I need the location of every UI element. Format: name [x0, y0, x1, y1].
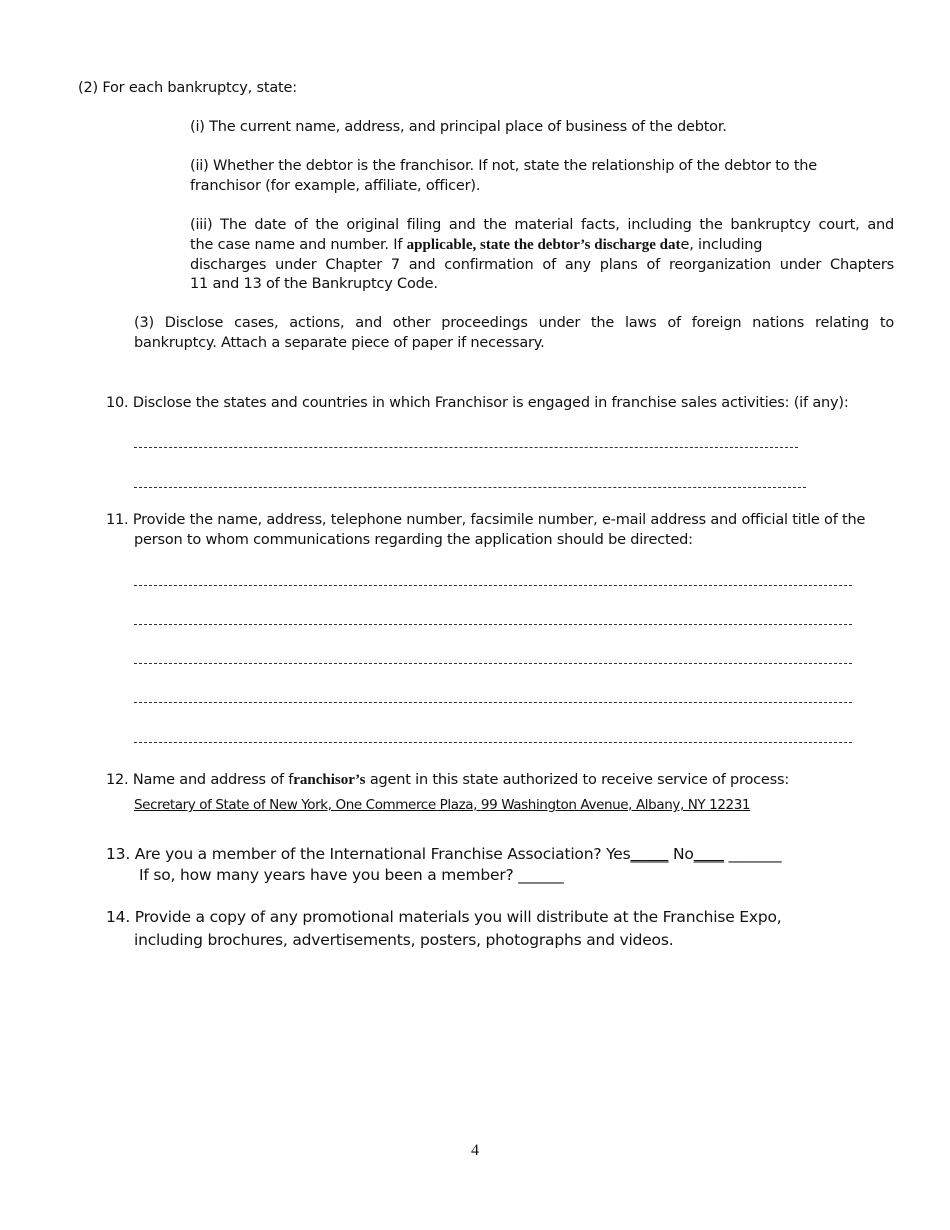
bankruptcy-item-iii-line2: the case name and number. If applicable, state the debtor’s discharge date, including: [190, 237, 763, 253]
q11-answer-line-1[interactable]: [134, 585, 852, 586]
bankruptcy-item-3-line2: bankruptcy. Attach a separate piece of paper if necessary.: [134, 335, 545, 351]
q11-answer-line-3[interactable]: [134, 663, 852, 664]
q10-answer-line-2[interactable]: [134, 487, 806, 488]
question-14-line2: including brochures, advertisements, posters, photographs and videos.: [134, 931, 674, 949]
q11-answer-line-4[interactable]: [134, 702, 852, 703]
bankruptcy-item-ii-line2: franchisor (for example, affiliate, officer).: [190, 178, 481, 194]
bankruptcy-heading: (2) For each bankruptcy, state:: [78, 80, 297, 96]
bankruptcy-item-iii-line1: (iii) The date of the original filing and the material facts, including the bankruptcy court, and: [190, 217, 894, 233]
question-10-text: 10. Disclose the states and countries in which Franchisor is engaged in franchise sales activities: (if any):: [106, 395, 849, 411]
page-number: 4: [471, 1142, 479, 1159]
question-12-answer: Secretary of State of New York, One Commerce Plaza, 99 Washington Avenue, Albany, NY 12231: [134, 797, 751, 813]
q11-answer-line-2[interactable]: [134, 624, 852, 625]
bankruptcy-item-3-line1: (3) Disclose cases, actions, and other proceedings under the laws of foreign nations relating to: [134, 315, 894, 331]
question-14-line1: 14. Provide a copy of any promotional materials you will distribute at the Franchise Expo,: [106, 908, 782, 926]
bankruptcy-item-iii-line4: 11 and 13 of the Bankruptcy Code.: [190, 276, 438, 292]
bankruptcy-item-i: (i) The current name, address, and principal place of business of the debtor.: [190, 119, 727, 135]
q10-answer-line-1[interactable]: [134, 447, 798, 448]
bankruptcy-item-iii-line3: discharges under Chapter 7 and confirmation of any plans of reorganization under Chapters: [190, 257, 894, 273]
question-11-line2: person to whom communications regarding the application should be directed:: [134, 532, 693, 548]
q13-no-blank[interactable]: ____: [693, 845, 724, 863]
q13-yes-blank[interactable]: __: [630, 845, 646, 863]
bankruptcy-item-ii-line1: (ii) Whether the debtor is the franchisor. If not, state the relationship of the debtor to the: [190, 158, 818, 174]
q11-answer-line-5[interactable]: [134, 742, 852, 743]
question-13-line2: If so, how many years have you been a member? ______: [139, 866, 564, 884]
question-13-line1: 13. Are you a member of the International Franchise Association? Yes_____ No____ _______: [106, 845, 782, 863]
question-12-text: 12. Name and address of franchisor’s agent in this state authorized to receive service of process:: [106, 772, 790, 788]
question-11-line1: 11. Provide the name, address, telephone number, facsimile number, e-mail address and official title of the: [106, 512, 866, 528]
